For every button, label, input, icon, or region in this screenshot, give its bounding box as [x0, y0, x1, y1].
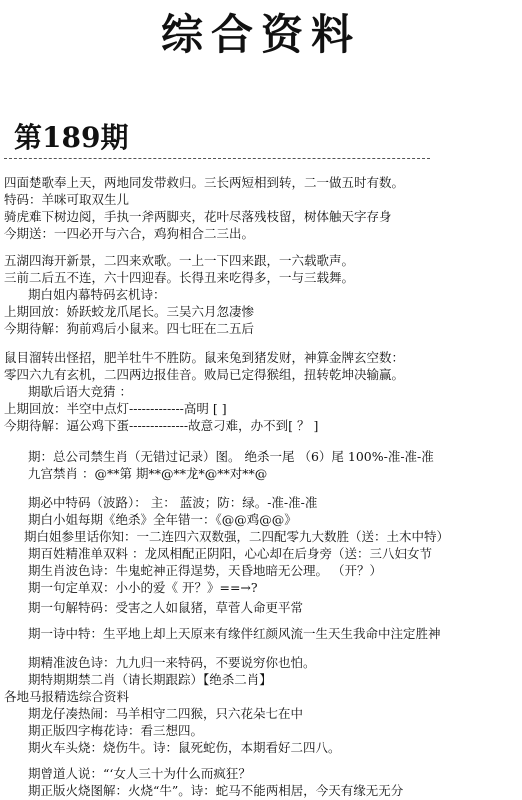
text-line: 期歇后语大竞猜 ： [28, 384, 132, 399]
text-line: 五湖四海开新景，二四来欢歌。一上一下四来跟，一六载歌声。 [4, 253, 355, 268]
text-line: 期白姐参里话你知：一二连四六双数强，二四配零九大数胜（送：土木中特） [24, 529, 450, 544]
text-line: 今期待解：狗前鸡后小鼠来。四七旺在二五后 [4, 321, 255, 336]
text-line: 上期回放：娇跃蛟龙爪尾长。三吴六月忽凄惨 [4, 304, 255, 319]
text-line: 期精准波色诗：九九归一来特码，不要说穷你也怕。 [28, 655, 316, 670]
text-line: 期必中特码（波路）： 主： 蓝波；防：绿。-准-准-准 [28, 495, 318, 510]
text-line: 期一句解特码：受害之人如鼠猪，草菅人命更平常 [28, 600, 304, 615]
text-line: 期曾道人说：“‘女人三十为什么而疯狂？ [28, 766, 251, 781]
text-line: 骑虎难下树边阅，手执一斧两脚夹，花叶尽落残枝留，树体触天字存身 [4, 209, 392, 224]
text-line: 今期送：一四必开与六合，鸡狗相合二三出。 [4, 226, 255, 241]
text-line: 各地马报精选综合资料 [4, 689, 130, 704]
text-line: 期白小姐每期《绝杀》全年错一：《@@鸡@@》 [28, 512, 297, 527]
text-line: 期特期期禁二肖（请长期跟踪）【绝杀二肖】 [28, 672, 272, 687]
text-line: 期百姓精准单双料 ：龙凤相配正阴阳，心心却在后身旁（送：三八妇女节 [28, 546, 432, 561]
text-line: 期：总公司禁生肖（无错过记录）图。 绝杀一尾 （6）尾 100%-准-准-准 [28, 449, 434, 464]
text-line: 期生肖波色诗：牛鬼蛇神正得逞势，天昏地暗无公理。 （开？） [28, 563, 382, 578]
text-line: 期白姐内幕特码玄机诗： [28, 287, 166, 302]
text-line: 期龙仔凑热闹：马羊相守二四猴，只六花朵七在中 [28, 706, 304, 721]
text-line: 四面楚歌奉上天，两地同发带救归。三长两短相到转，二一做五时有数。 [4, 175, 405, 190]
issue-number: 第189期 [14, 121, 129, 154]
text-line: 特码：羊咪可取双生儿 [4, 192, 130, 207]
text-line: 三前二后五不连，六十四迎春。长得丑来吃得多，一与三载舞。 [4, 270, 355, 285]
text-line: 期火车头烧：烧伤牛。诗：鼠死蛇伤，本期看好二四八。 [28, 740, 341, 755]
text-line: 鼠目溜转出怪招，肥羊牡牛不胜防。鼠来兔到猪发财，神算金牌玄空数： [4, 350, 405, 365]
text-line: 期正版四字梅花诗：看三想四。 [28, 723, 204, 738]
document-title: 综合资料 [160, 10, 361, 59]
text-line: 九宫禁肖 ：@**第 期**@**龙*@**对**@ [28, 466, 268, 481]
text-line: 上期回放：半空中点灯-------------高明 [ ] [4, 401, 227, 416]
text-line: 期一句定单双：小小的爱《 开？》==→? [28, 580, 258, 595]
text-line: 今期待解：逼公鸡下蛋--------------故意刁难，办不到[ ？ ] [4, 418, 319, 433]
text-line: 期正版火烧图解：火烧“牛”。诗：蛇马不能两相居，今天有缘无无分 [28, 783, 404, 798]
text-line: 零四六九有玄机，二四两边报佳音。败局已定得猴组，扭转乾坤决输赢。 [4, 367, 405, 382]
text-line: 期一诗中特：生平地上却上天原来有缘伴红颜风流一生天生我命中注定胜神 [28, 626, 441, 641]
dashed-divider [4, 158, 430, 159]
